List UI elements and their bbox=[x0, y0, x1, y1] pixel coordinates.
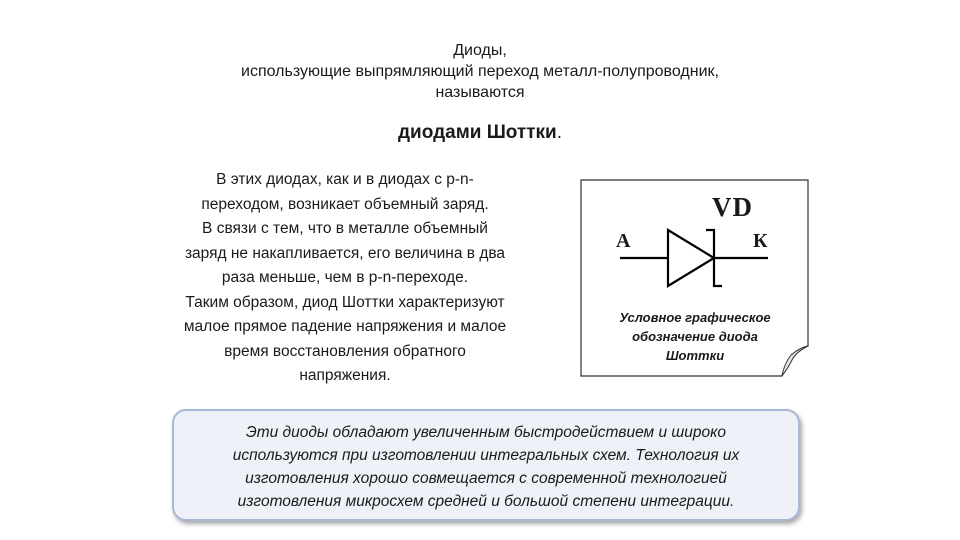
explanation-paragraph bbox=[150, 168, 540, 389]
note-line: используются при изготовлении интегральных схем. Технология их bbox=[232, 447, 740, 464]
cathode-label: К bbox=[753, 230, 768, 252]
intro-text bbox=[160, 40, 800, 103]
diode-designation: VD bbox=[712, 192, 753, 222]
caption-line: Шоттки bbox=[665, 348, 725, 363]
note-line: изготовления хорошо совмещается с современной технологией bbox=[245, 470, 727, 487]
anode-label: А bbox=[616, 230, 631, 252]
symbol-caption bbox=[592, 308, 798, 365]
schottky-symbol-card bbox=[578, 178, 810, 378]
explanation-line: заряд не накапливается, его величина в два bbox=[184, 244, 506, 262]
intro-line: называются bbox=[435, 84, 525, 101]
explanation-line: раза меньше, чем в p-n-переходе. bbox=[221, 269, 469, 286]
term-heading bbox=[280, 122, 680, 144]
summary-note-box bbox=[172, 409, 800, 521]
term-period: . bbox=[556, 122, 563, 143]
intro-line: Диоды, bbox=[453, 42, 507, 59]
summary-note-text bbox=[174, 421, 798, 513]
intro-line: использующие выпрямляющий переход металл-полупроводник, bbox=[241, 63, 719, 80]
explanation-line: переходом, возникает объемный заряд. bbox=[201, 195, 489, 213]
explanation-line: время восстановления обратного bbox=[224, 342, 466, 360]
note-line: Эти диоды обладают увеличенным быстродействием и широко bbox=[245, 424, 727, 441]
explanation-line: В этих диодах, как и в диодах с p-n- bbox=[216, 171, 474, 188]
explanation-line: напряжения. bbox=[299, 367, 391, 384]
note-line: изготовления микросхем средней и большой степени интеграции. bbox=[237, 493, 735, 510]
explanation-line: малое прямое падение напряжения и малое bbox=[183, 318, 507, 335]
caption-line: Условное графическое bbox=[619, 310, 771, 325]
caption-line: обозначение диода bbox=[632, 329, 758, 344]
term-bold: диодами Шоттки bbox=[397, 122, 557, 143]
explanation-line: Таким образом, диод Шоттки характеризуют bbox=[185, 293, 505, 311]
explanation-line: В связи с тем, что в металле объемный bbox=[202, 220, 488, 237]
